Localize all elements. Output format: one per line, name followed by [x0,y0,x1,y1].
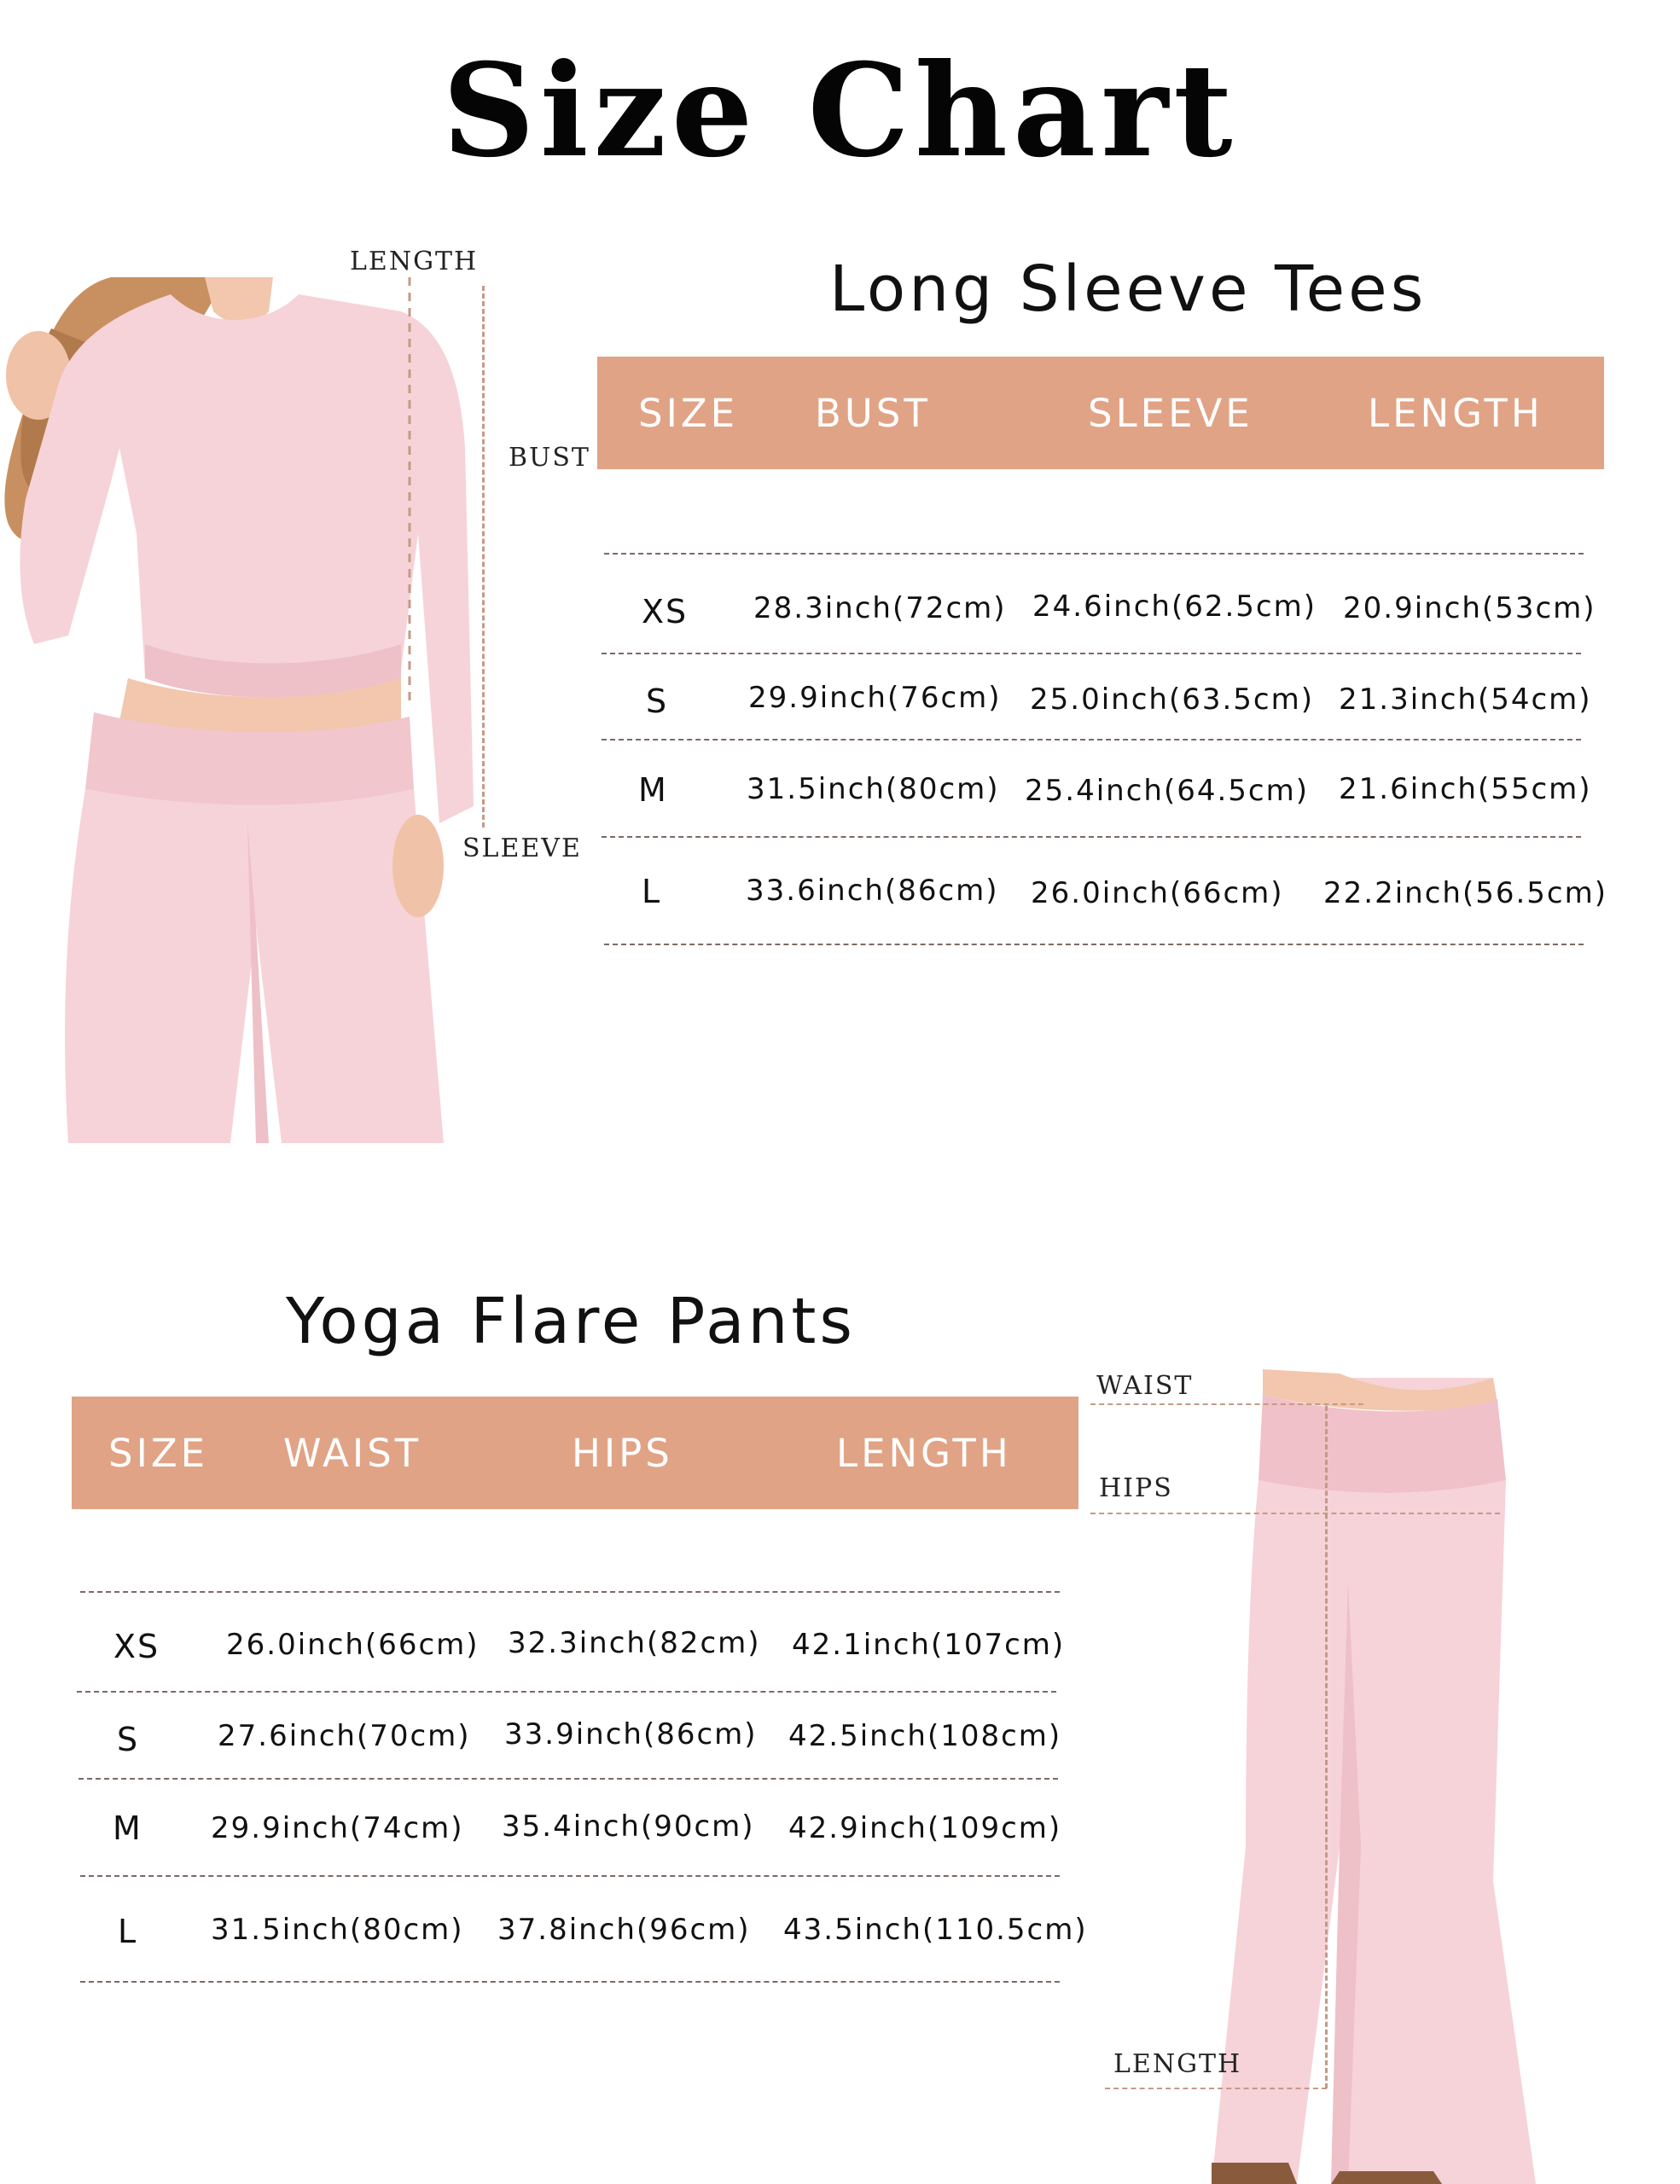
pants-hips-cell: 32.3inch(82cm) [508,1626,761,1660]
pants-section-title: Yoga Flare Pants [286,1285,856,1358]
pants-row-divider [78,1778,1058,1780]
tees-size-cell: L [642,873,662,910]
tees-length-cell: 21.3inch(54cm) [1339,682,1592,717]
pants-model-image [1212,1369,1680,2184]
tees-row-divider [602,653,1581,654]
pants-length-cell: 42.1inch(107cm) [792,1628,1066,1662]
tees-sleeve-cell: 25.0inch(63.5cm) [1030,682,1314,717]
tees-bust-cell: 29.9inch(76cm) [748,681,1002,715]
tees-bust-cell: 31.5inch(80cm) [747,772,1000,806]
pants-row-divider [80,1981,1060,1983]
pants-size-cell: L [118,1913,138,1950]
tees-sleeve-cell: 26.0inch(66cm) [1031,876,1284,910]
pants-size-cell: XS [113,1628,160,1665]
hips-guide-line [1090,1513,1500,1514]
tees-header-size: SIZE [638,390,739,436]
waist-guide-line [1090,1403,1363,1405]
pants-header-hips: HIPS [572,1430,673,1476]
tees-header-band [597,357,1604,469]
tee-model-image [0,277,478,1143]
pants-waist-cell: 27.6inch(70cm) [218,1719,471,1753]
pants-row-divider [80,1875,1060,1877]
pants-header-waist: WAIST [283,1430,422,1476]
pants-size-cell: S [117,1721,140,1758]
pants-header-length: LENGTH [836,1430,1012,1476]
pants-size-cell: M [113,1809,142,1847]
pants-header-band [72,1397,1078,1509]
tee-bust-label: BUST [509,443,590,473]
tees-sleeve-cell: 24.6inch(62.5cm) [1032,590,1317,624]
pants-waist-cell: 31.5inch(80cm) [211,1913,464,1947]
page-title: Size Chart [442,36,1238,186]
tees-length-cell: 22.2inch(56.5cm) [1323,876,1607,910]
pants-length-cell: 42.9inch(109cm) [788,1811,1062,1845]
tees-header-length: LENGTH [1368,390,1543,436]
length-guide-line [482,286,485,828]
pants-header-size: SIZE [108,1430,209,1476]
tees-length-cell: 21.6inch(55cm) [1339,772,1592,806]
tees-sleeve-cell: 25.4inch(64.5cm) [1025,774,1309,808]
tees-bust-cell: 28.3inch(72cm) [753,591,1007,625]
tees-size-cell: XS [642,593,689,630]
tees-row-divider [602,739,1581,741]
tees-section-title: Long Sleeve Tees [829,253,1427,326]
pants-row-divider [80,1591,1060,1593]
pants-length-label: LENGTH [1113,2049,1242,2079]
pants-hips-cell: 33.9inch(86cm) [504,1717,758,1751]
pants-hips-label: HIPS [1099,1473,1173,1503]
tee-sleeve-label: SLEEVE [462,834,582,863]
tees-row-divider [602,836,1581,838]
tees-size-cell: M [638,771,668,809]
pants-length-cell: 43.5inch(110.5cm) [783,1913,1088,1947]
tee-length-label: LENGTH [350,247,479,276]
pants-length-guide-line [1325,1406,1328,2088]
tees-row-divider [604,553,1584,555]
tees-header-bust: BUST [815,390,931,436]
pants-length-cell: 42.5inch(108cm) [788,1719,1062,1753]
tees-length-cell: 20.9inch(53cm) [1343,591,1596,625]
tees-bust-cell: 33.6inch(86cm) [746,874,999,908]
pants-hips-cell: 37.8inch(96cm) [497,1913,751,1947]
pants-hips-cell: 35.4inch(90cm) [502,1809,755,1844]
pants-length-guide-bottom [1105,2088,1327,2089]
pants-waist-label: WAIST [1096,1371,1194,1401]
tees-size-cell: S [646,682,669,720]
pants-waist-cell: 26.0inch(66cm) [226,1628,480,1662]
tees-header-sleeve: SLEEVE [1088,390,1253,436]
tees-row-divider [604,944,1584,945]
pants-waist-cell: 29.9inch(74cm) [211,1811,464,1845]
pants-row-divider [77,1691,1056,1693]
